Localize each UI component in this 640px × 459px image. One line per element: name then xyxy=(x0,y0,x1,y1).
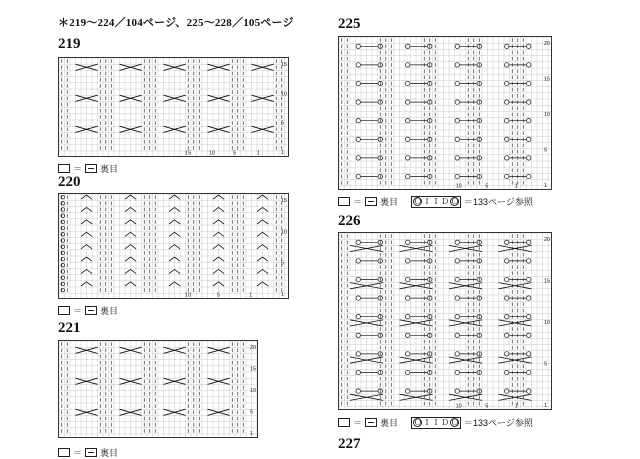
blank-square-icon xyxy=(338,418,350,427)
cable-ring-mark xyxy=(527,333,531,337)
cable-ring-mark xyxy=(505,174,509,178)
cable-ring-mark xyxy=(505,277,509,281)
cable-ring-mark xyxy=(406,259,410,263)
blank-square-icon xyxy=(58,164,70,173)
col-number-label: 5 xyxy=(217,292,221,298)
cable-ring-mark xyxy=(505,44,509,48)
legend-label: 裏目 xyxy=(380,418,399,428)
cable-ring-mark xyxy=(527,137,531,141)
legend-equals: ＝ xyxy=(73,306,83,316)
cable-ring-mark xyxy=(406,240,410,244)
cable-ring-mark xyxy=(505,259,509,263)
cable-glyph: Ｏ xyxy=(451,197,460,206)
cable-ring-mark xyxy=(527,174,531,178)
page-header: ＊219～224／104ページ、225～228／105ページ xyxy=(58,17,294,29)
row-number-label: 20 xyxy=(544,237,551,243)
col-number-label: 5 xyxy=(233,150,237,156)
cable-ring-mark xyxy=(406,370,410,374)
cable-ring-mark xyxy=(505,63,509,67)
cable-ring-mark xyxy=(527,352,531,356)
cable-ring-mark xyxy=(406,119,410,123)
cable-ring-mark xyxy=(455,63,459,67)
cable-glyph: Ｉ xyxy=(423,197,432,206)
cable-ring-mark xyxy=(406,315,410,319)
cable-ring-mark xyxy=(406,156,410,160)
cable-ring-mark xyxy=(455,156,459,160)
cable-ring-mark xyxy=(505,119,509,123)
row-number-label: 10 xyxy=(544,112,551,118)
cable-ring-mark xyxy=(406,333,410,337)
cable-ring-mark xyxy=(505,240,509,244)
cable-glyph: Ｏ xyxy=(414,418,423,427)
pattern-title-227: 227 xyxy=(338,436,361,452)
cable-ring-mark xyxy=(455,119,459,123)
col-number-label: 1 xyxy=(257,150,261,156)
col-number-label: 1 xyxy=(514,183,519,189)
cable-ring-mark xyxy=(527,277,531,281)
purl-square-icon xyxy=(85,306,97,315)
cable-ring-mark xyxy=(505,333,509,337)
row-number-label: 15 xyxy=(544,76,551,83)
legend-label: 裏目 xyxy=(380,197,399,207)
cable-ring-mark xyxy=(527,315,531,319)
row-number-label: 5 xyxy=(281,120,285,127)
row-number-label: 10 xyxy=(281,229,288,236)
cable-ring-mark xyxy=(356,81,360,85)
knit-chart-220 xyxy=(58,193,289,299)
cable-ring-mark xyxy=(527,100,531,104)
cable-ring-mark xyxy=(455,352,459,356)
cable-ring-mark xyxy=(356,174,360,178)
cable-glyph: Ｄ xyxy=(441,418,450,427)
cable-ring-mark xyxy=(527,370,531,374)
cable-ring-mark xyxy=(455,259,459,263)
cable-ring-mark xyxy=(406,81,410,85)
row-number-label: 10 xyxy=(250,388,257,394)
cable-ring-mark xyxy=(356,370,360,374)
cable-ring-mark xyxy=(406,174,410,178)
col-number-label: 5 xyxy=(485,183,489,189)
cable-glyph: Ｉ xyxy=(432,197,441,206)
cable-ring-mark xyxy=(505,370,509,374)
row-number-label: 15 xyxy=(544,278,551,285)
cable-ring-mark xyxy=(455,315,459,319)
pattern-title-225: 225 xyxy=(338,16,361,32)
cable-ring-mark xyxy=(505,81,509,85)
cable-glyph: Ｄ xyxy=(441,197,450,206)
cable-ring-mark xyxy=(455,100,459,104)
row-number-label: 20 xyxy=(544,41,551,47)
row-number-label: 1 xyxy=(281,292,285,298)
cable-ring-mark xyxy=(406,44,410,48)
legend-225 xyxy=(338,195,533,208)
cable-ring-mark xyxy=(356,277,360,281)
cable-ring-mark xyxy=(356,100,360,104)
cable-ring-mark xyxy=(455,137,459,141)
cable-ring-mark xyxy=(527,156,531,160)
purl-square-icon xyxy=(365,197,377,206)
row-number-label: 1 xyxy=(281,150,285,156)
row-number-label: 5 xyxy=(544,147,548,154)
cable-ring-mark xyxy=(406,296,410,300)
cable-ring-mark xyxy=(356,137,360,141)
cable-ring-mark xyxy=(406,352,410,356)
cable-ring-mark xyxy=(455,296,459,300)
knit-chart-221 xyxy=(58,340,258,438)
pattern-title-221: 221 xyxy=(58,320,81,336)
cable-legend-label: ＝133ページ参照 xyxy=(464,197,533,207)
cable-legend-label: ＝133ページ参照 xyxy=(464,418,533,428)
cable-ring-mark xyxy=(356,315,360,319)
cable-ring-mark xyxy=(356,259,360,263)
chart-grid-svg xyxy=(59,194,288,298)
cable-ring-mark xyxy=(455,389,459,393)
row-number-label: 15 xyxy=(281,62,288,68)
blank-square-icon xyxy=(58,306,70,315)
cable-ring-mark xyxy=(527,259,531,263)
row-number-label: 10 xyxy=(544,320,551,326)
cable-ring-mark xyxy=(406,63,410,67)
cable-glyph: Ｏ xyxy=(451,418,460,427)
col-number-label: 10 xyxy=(455,403,462,409)
col-number-label: 10 xyxy=(208,150,216,156)
row-number-label: 10 xyxy=(281,91,288,98)
blank-square-icon xyxy=(338,197,350,206)
chart-grid-svg xyxy=(59,58,288,156)
row-number-label: 1 xyxy=(544,403,548,409)
chart-grid-svg xyxy=(339,37,551,189)
cable-ring-mark xyxy=(356,389,360,393)
cable-ring-mark xyxy=(505,389,509,393)
cable-ring-mark xyxy=(505,352,509,356)
cable-ring-mark xyxy=(527,44,531,48)
pattern-title-220: 220 xyxy=(58,174,81,190)
legend-label: 裏目 xyxy=(100,164,119,174)
row-number-label: 1 xyxy=(544,183,548,189)
cable-ring-mark xyxy=(505,100,509,104)
knit-chart-226 xyxy=(338,232,552,410)
chart-grid-svg xyxy=(59,341,257,437)
col-number-label: 10 xyxy=(455,183,462,189)
cable-ring-mark xyxy=(406,137,410,141)
knit-chart-219 xyxy=(58,57,289,157)
cable-symbol-icon xyxy=(411,417,461,429)
legend-equals: ＝ xyxy=(353,197,363,207)
cable-ring-mark xyxy=(356,296,360,300)
cable-ring-mark xyxy=(455,81,459,85)
cable-ring-mark xyxy=(356,333,360,337)
col-number-label: 15 xyxy=(184,150,192,156)
cable-ring-mark xyxy=(527,296,531,300)
pattern-title-219: 219 xyxy=(58,36,81,52)
cable-glyph: Ｉ xyxy=(432,418,441,427)
col-number-label: 1 xyxy=(249,292,253,298)
cable-ring-mark xyxy=(527,389,531,393)
purl-square-icon xyxy=(365,418,377,427)
cable-glyph: Ｏ xyxy=(414,197,423,206)
cable-ring-mark xyxy=(455,44,459,48)
cable-ring-mark xyxy=(356,156,360,160)
legend-label: 裏目 xyxy=(100,306,119,316)
pattern-title-226: 226 xyxy=(338,213,361,229)
cable-ring-mark xyxy=(505,296,509,300)
cable-ring-mark xyxy=(356,119,360,123)
cable-ring-mark xyxy=(455,240,459,244)
cable-ring-mark xyxy=(505,137,509,141)
cable-ring-mark xyxy=(455,333,459,337)
cable-ring-mark xyxy=(356,352,360,356)
legend-226 xyxy=(338,416,533,429)
chart-grid-svg xyxy=(339,233,551,409)
cable-ring-mark xyxy=(505,156,509,160)
cable-ring-mark xyxy=(356,63,360,67)
row-number-label: 5 xyxy=(250,409,254,416)
cable-ring-mark xyxy=(356,44,360,48)
col-number-label: 1 xyxy=(514,403,519,409)
legend-221 xyxy=(58,446,118,459)
legend-equals: ＝ xyxy=(73,164,83,174)
cable-ring-mark xyxy=(505,315,509,319)
cable-ring-mark xyxy=(455,370,459,374)
legend-label: 裏目 xyxy=(100,448,119,458)
purl-square-icon xyxy=(85,164,97,173)
row-number-label: 20 xyxy=(250,345,257,351)
cable-ring-mark xyxy=(527,63,531,67)
col-number-label: 10 xyxy=(184,292,192,298)
legend-220 xyxy=(58,304,118,317)
row-number-label: 5 xyxy=(544,361,548,368)
row-number-label: 15 xyxy=(281,198,288,204)
cable-ring-mark xyxy=(527,81,531,85)
cable-ring-mark xyxy=(406,277,410,281)
cable-symbol-icon xyxy=(411,196,461,208)
cable-ring-mark xyxy=(406,389,410,393)
row-number-label: 1 xyxy=(250,431,254,437)
col-number-label: 5 xyxy=(485,403,489,409)
row-number-label: 15 xyxy=(250,366,257,373)
cable-ring-mark xyxy=(455,174,459,178)
cable-glyph: Ｉ xyxy=(423,418,432,427)
cable-ring-mark xyxy=(406,100,410,104)
cable-ring-mark xyxy=(455,277,459,281)
knit-chart-225 xyxy=(338,36,552,190)
row-number-label: 5 xyxy=(281,260,285,267)
legend-equals: ＝ xyxy=(73,448,83,458)
cable-ring-mark xyxy=(356,240,360,244)
legend-equals: ＝ xyxy=(353,418,363,428)
cable-ring-mark xyxy=(527,119,531,123)
cable-ring-mark xyxy=(527,240,531,244)
